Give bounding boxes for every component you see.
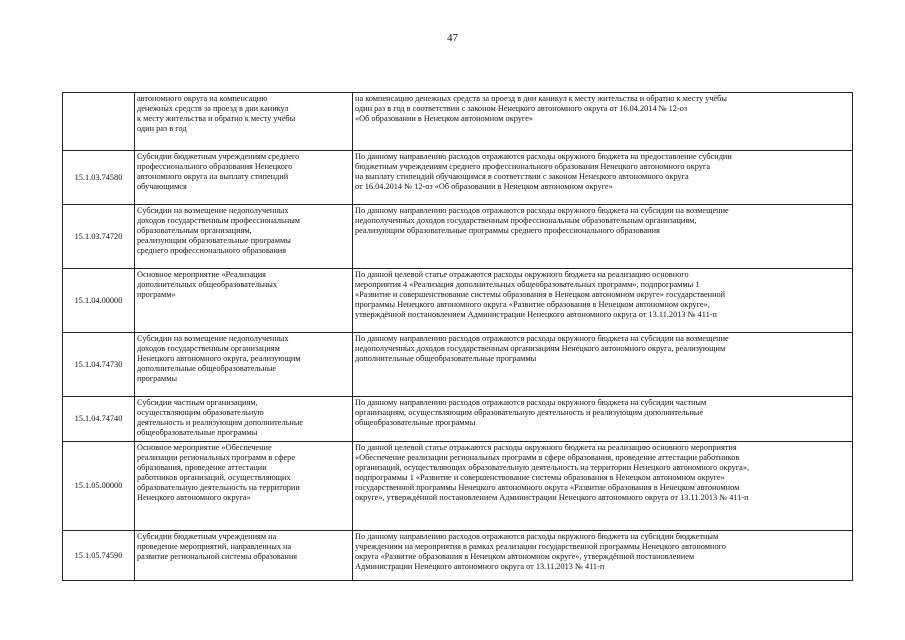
table-row xyxy=(63,333,853,397)
description-line: организациям, осуществляющим образовательную деятельность и реализующим дополнительные xyxy=(355,408,704,417)
target-article-code xyxy=(63,93,135,151)
target-article-name xyxy=(135,397,353,442)
name-line: денежных средств за проезд в дни каникул xyxy=(137,104,289,113)
name-line: реализующим образовательные программы xyxy=(137,236,291,245)
table-row xyxy=(63,531,853,581)
name-line: работников организаций, осуществляющих xyxy=(137,473,291,482)
name-line: один раз в год xyxy=(137,124,187,133)
description-line: По данному направлению расходов отражаются расходы окружного бюджета на предоставление субсидии xyxy=(355,152,732,161)
page-number: 47 xyxy=(447,32,458,44)
description-line: на компенсацию денежных средств за проезд в дни каникул к месту жительства и обратно к месту учёбы xyxy=(355,94,727,103)
description-line: мероприятия 4 «Реализация дополнительных общеобразовательных программ», подпрограммы 1 xyxy=(355,280,700,289)
target-article-name xyxy=(135,442,353,531)
name-line: доходов государственным организациям xyxy=(137,344,280,353)
target-article-description xyxy=(353,205,853,269)
target-article-description xyxy=(353,442,853,531)
name-line: среднего профессионального образования xyxy=(137,246,287,255)
name-line: Ненецкого автономного округа, реализующим xyxy=(137,354,301,363)
target-articles-table xyxy=(62,92,853,581)
name-line: Субсидии на возмещение недополученных xyxy=(137,334,289,343)
description-line: на выплату стипендий обучающимся в соответствии с законом Ненецкого автономного округа xyxy=(355,172,689,181)
target-article-name xyxy=(135,333,353,397)
name-line: образования, проведение аттестации xyxy=(137,463,267,472)
description-line: округа «Развитие образования в Ненецком автономном округе», утверждённой постановлением xyxy=(355,552,695,561)
name-line: развитие региональной системы образования xyxy=(137,552,298,561)
name-line: дополнительных общеобразовательных xyxy=(137,280,278,289)
name-line: автономного округа на компенсацию xyxy=(137,94,268,103)
target-article-description xyxy=(353,269,853,333)
name-line: деятельность и реализующим дополнительные xyxy=(137,418,304,427)
target-article-name xyxy=(135,151,353,205)
name-line: Субсидии бюджетным учреждениям на xyxy=(137,532,277,541)
table-row xyxy=(63,442,853,531)
target-article-code: 15.1.04.74740 xyxy=(63,397,135,442)
target-article-name xyxy=(135,531,353,581)
target-article-code: 15.1.03.74580 xyxy=(63,151,135,205)
description-line: дополнительные общеобразовательные программы xyxy=(355,354,537,363)
name-line: общеобразовательные программы xyxy=(137,428,258,437)
name-line: Субсидии на возмещение недополученных xyxy=(137,206,289,215)
target-article-code: 15.1.05.00000 xyxy=(63,442,135,531)
table-row xyxy=(63,397,853,442)
description-line: «Обеспечение реализации региональных программ в сфере образования, проведение аттестации работников xyxy=(355,453,740,462)
table-row xyxy=(63,205,853,269)
description-line: государственной программы Ненецкого автономного округа «Развитие образования в Ненецком автономном xyxy=(355,483,740,492)
description-line: По данной целевой статье отражаются расходы окружного бюджета на реализацию основного xyxy=(355,270,689,279)
description-line: недополученных доходов государственным профессиональным образовательным организациям, xyxy=(355,216,697,225)
description-line: программы Ненецкого автономного округа «Развитие образования в Ненецком автономном округе», xyxy=(355,300,710,309)
name-line: программ» xyxy=(137,290,176,299)
target-article-code: 15.1.04.74730 xyxy=(63,333,135,397)
name-line: программы xyxy=(137,374,178,383)
description-line: бюджетным учреждениям среднего профессионального образования Ненецкого автономного округа xyxy=(355,162,711,171)
description-line: По данному направлению расходов отражаются расходы окружного бюджета на субсидии бюджетным xyxy=(355,532,719,541)
target-article-description xyxy=(353,333,853,397)
description-line: округе», утверждённой постановлением Администрации Ненецкого автономного округа от 13.11.2013 № 411-п xyxy=(355,493,749,502)
target-article-name xyxy=(135,205,353,269)
target-article-code: 15.1.05.74590 xyxy=(63,531,135,581)
table-row xyxy=(63,151,853,205)
description-line: «Развитие и совершенствование системы образования в Ненецком автономном округе» государственной xyxy=(355,290,726,299)
description-line: недополученных доходов государственным организациям Ненецкого автономного округа, реализующим xyxy=(355,344,726,353)
name-line: реализации региональных программ в сфере xyxy=(137,453,296,462)
name-line: к месту жительства и обратно к месту учёбы xyxy=(137,114,296,123)
name-line: доходов государственным профессиональным xyxy=(137,216,301,225)
target-article-description xyxy=(353,151,853,205)
table-row xyxy=(63,269,853,333)
description-line: Администрации Ненецкого автономного округа от 13.11.2013 № 411-п xyxy=(355,562,605,571)
target-article-description xyxy=(353,397,853,442)
name-line: обучающимся xyxy=(137,182,187,191)
description-line: утверждённой постановлением Администрации Ненецкого автономного округа от 13.11.2013 № 411-п xyxy=(355,310,717,319)
target-article-description xyxy=(353,531,853,581)
name-line: осуществляющим образовательную xyxy=(137,408,264,417)
name-line: образовательную деятельность на территории xyxy=(137,483,300,492)
description-line: По данному направлению расходов отражаются расходы окружного бюджета на субсидии на возмещение xyxy=(355,206,729,215)
name-line: Основное мероприятие «Реализация xyxy=(137,270,266,279)
description-line: один раз в год в соответствии с законом Ненецкого автономного округа от 16.04.2014 № 12-оз xyxy=(355,104,688,113)
target-article-code: 15.1.04.00000 xyxy=(63,269,135,333)
target-article-code: 15.1.03.74720 xyxy=(63,205,135,269)
description-line: По данной целевой статье отражаются расходы окружного бюджета на реализацию основного мероприятия xyxy=(355,443,737,452)
name-line: образовательным организациям, xyxy=(137,226,252,235)
description-line: По данному направлению расходов отражаются расходы окружного бюджета на субсидии на возмещение xyxy=(355,334,729,343)
description-line: подпрограммы 1 «Развитие и совершенствование системы образования в Ненецком автономном округе» xyxy=(355,473,725,482)
name-line: Субсидии бюджетным учреждениям среднего xyxy=(137,152,300,161)
table-body xyxy=(63,93,853,581)
description-line: от 16.04.2014 № 12-оз «Об образовании в Ненецком автономном округе» xyxy=(355,182,613,191)
name-line: Субсидии частным организациям, xyxy=(137,398,258,407)
name-line: дополнительные общеобразовательные xyxy=(137,364,277,373)
name-line: автономного округа на выплату стипендий xyxy=(137,172,289,181)
description-line: реализующим образовательные программы среднего профессионального образования xyxy=(355,226,660,235)
name-line: Основное мероприятие «Обеспечение xyxy=(137,443,272,452)
table-row xyxy=(63,93,853,151)
description-line: общеобразовательные программы xyxy=(355,418,476,427)
description-line: «Об образовании в Ненецком автономном округе» xyxy=(355,114,534,123)
description-line: По данному направлению расходов отражаются расходы окружного бюджета на субсидии частным xyxy=(355,398,707,407)
target-article-description xyxy=(353,93,853,151)
target-article-name xyxy=(135,269,353,333)
name-line: профессионального образования Ненецкого xyxy=(137,162,293,171)
name-line: проведение мероприятий, направленных на xyxy=(137,542,292,551)
description-line: учреждениям на мероприятия в рамках реализации государственной программы Ненецкого автономного xyxy=(355,542,726,551)
target-article-name xyxy=(135,93,353,151)
name-line: Ненецкого автономного округа» xyxy=(137,493,251,502)
description-line: организаций, осуществляющих образовательную деятельность на территории Ненецкого автономного округа», xyxy=(355,463,750,472)
